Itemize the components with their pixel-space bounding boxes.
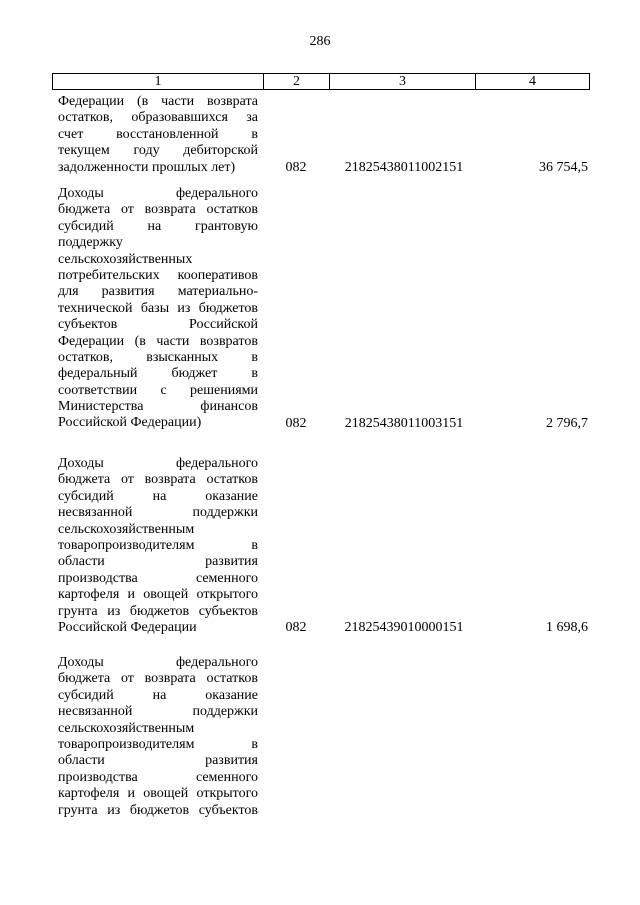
description-line: грунта из бюджетов субъектов [58,603,258,619]
description-line: товаропроизводителям в [58,736,258,752]
description-line: сельскохозяйственных [58,251,193,267]
description-line: федеральный бюджет в [58,366,258,382]
description-line: субсидий на грантовую [58,218,258,234]
description-line: текущем году дебиторской [58,143,258,159]
description-line: для развития материально- [58,284,258,300]
description-line: области развития [58,554,258,570]
row-code: 082 [285,620,307,635]
description-line: соответствии с решениями [58,382,258,398]
header-col-3: 3 [330,74,476,89]
description-line: Доходы федерального [58,186,258,201]
description-line: Доходы федерального [58,456,258,471]
description-line: несвязанной поддержки [58,704,258,720]
row-kbk: 21825438011002151 [344,159,464,175]
row-code: 082 [285,415,307,431]
description-line: бюджета от возврата остатков [58,202,258,218]
description-line: Министерства финансов [58,399,258,415]
page-number: 286 [309,34,331,49]
header-col-1: 1 [53,74,264,89]
row-description [58,456,258,636]
row-description [58,655,258,819]
description-line: товаропроизводителям в [58,537,258,553]
row-kbk: 21825438011003151 [344,415,464,431]
table-header-row [52,73,590,90]
row-kbk: 21825439010000151 [344,620,464,635]
description-line: субсидий на оказание [58,687,258,703]
row-amount: 36 754,5 [539,159,588,175]
row-amount: 2 796,7 [546,415,588,431]
description-line: Доходы федерального [58,655,258,670]
description-line: остатков, образовавшихся за [58,110,258,126]
description-line: сельскохозяйственным [58,720,195,736]
description-line: Федерации (в части возврата [58,94,258,109]
row-description [58,186,258,432]
description-line: поддержку [58,235,123,251]
description-line: бюджета от возврата остатков [58,671,258,687]
description-line: Федерации (в части возвратов [58,333,258,349]
description-line: потребительских кооперативов [58,267,258,283]
header-col-4: 4 [529,74,536,89]
description-line: производства семенного [58,570,258,586]
description-line: счет восстановленной в [58,126,258,142]
description-line: задолженности прошлых лет) [58,159,236,175]
description-line: остатков, взысканных в [58,349,258,365]
description-line: бюджета от возврата остатков [58,472,258,488]
description-line: Российской Федерации [58,619,197,635]
description-line: картофеля и овощей открытого [58,587,258,603]
row-code: 082 [285,159,307,175]
row-description [58,94,258,176]
description-line: несвязанной поддержки [58,505,258,521]
description-line: области развития [58,753,258,769]
description-line: субъектов Российской [58,317,258,333]
header-col-2: 2 [264,74,330,89]
description-line: субсидий на оказание [58,488,258,504]
description-line: грунта из бюджетов субъектов [58,802,258,818]
row-amount: 1 698,6 [546,620,588,635]
description-line: производства семенного [58,769,258,785]
description-line: сельскохозяйственным [58,521,195,537]
description-line: технической базы из бюджетов [58,300,258,316]
description-line: картофеля и овощей открытого [58,786,258,802]
description-line: Российской Федерации) [58,415,202,431]
